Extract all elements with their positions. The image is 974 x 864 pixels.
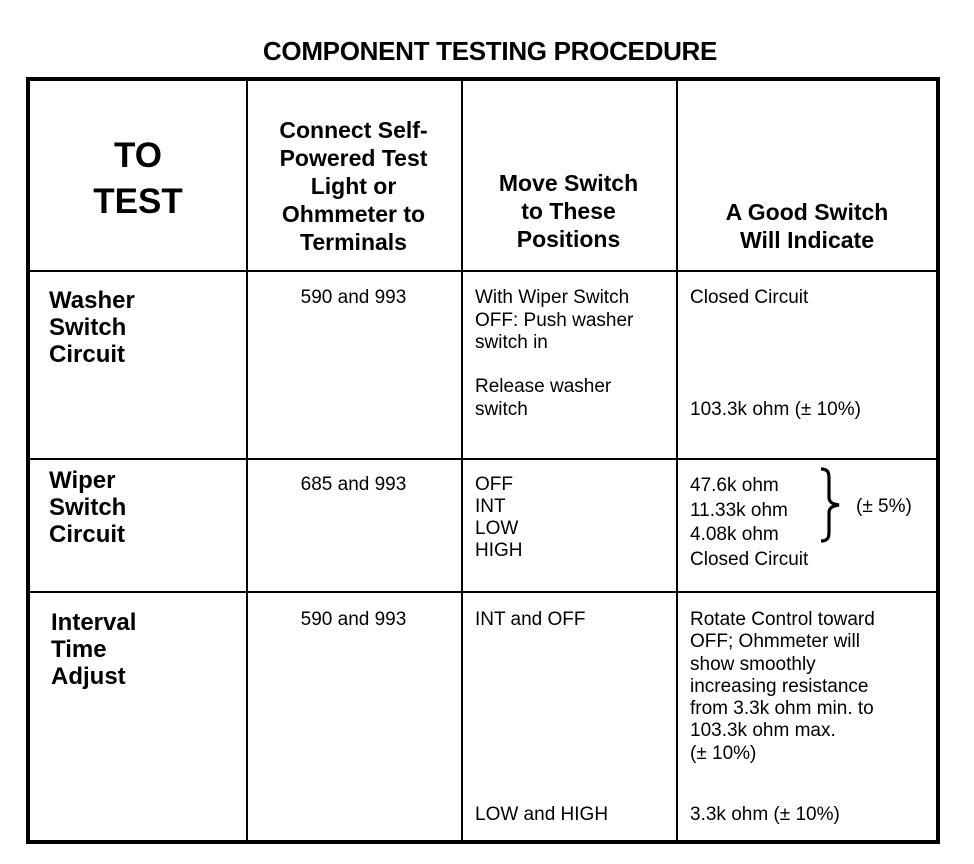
header-line: TO <box>114 136 162 175</box>
header-line: to These <box>521 198 616 224</box>
cell-line: switch in <box>475 332 548 353</box>
curly-brace-icon <box>818 467 842 543</box>
washer-positions-push <box>475 287 633 355</box>
header-line: Positions <box>516 226 621 252</box>
page-title: COMPONENT TESTING PROCEDURE <box>262 36 718 66</box>
header-line: A Good Switch <box>725 199 889 225</box>
wiper-indicate <box>690 474 808 572</box>
label-line: Time <box>51 636 107 663</box>
interval-indicate <box>690 609 875 765</box>
header-line: Terminals <box>300 229 407 255</box>
cell-line: increasing resistance <box>690 675 869 697</box>
cell-line: switch <box>475 398 528 420</box>
header-line: Connect Self- <box>279 117 428 143</box>
interval-positions-int-off: INT and OFF <box>475 609 586 630</box>
interval-indicate-low-high: 3.3k ohm (± 10%) <box>690 804 840 825</box>
label-line: Circuit <box>49 521 126 548</box>
label-line: Wiper <box>49 467 116 494</box>
cell-line: show smoothly <box>690 653 816 675</box>
cell-line: 47.6k ohm <box>690 475 779 496</box>
label-line: Switch <box>49 494 127 521</box>
label-line: Adjust <box>51 663 126 690</box>
component-testing-table <box>26 77 940 844</box>
washer-terminals: 590 and 993 <box>300 287 407 308</box>
row-divider <box>30 270 936 272</box>
cell-line: 11.33k ohm <box>690 499 788 521</box>
header-line: Ohmmeter to <box>281 201 426 227</box>
cell-line: HIGH <box>475 540 523 561</box>
label-line: Switch <box>49 314 127 341</box>
header-line: TEST <box>93 182 183 221</box>
header-move-switch <box>461 169 676 253</box>
cell-line: INT <box>475 496 506 517</box>
row-label-washer <box>49 287 135 368</box>
cell-line: With Wiper Switch <box>475 287 630 308</box>
washer-indicate-ohm: 103.3k ohm (± 10%) <box>690 399 861 420</box>
wiper-tolerance: (± 5%) <box>856 496 912 517</box>
wiper-positions <box>475 474 523 562</box>
cell-line: 103.3k ohm max. <box>690 720 836 742</box>
label-line: Washer <box>49 287 135 314</box>
cell-line: LOW <box>475 518 519 539</box>
row-label-interval <box>51 609 136 690</box>
wiper-terminals: 685 and 993 <box>300 474 407 495</box>
header-line: Powered Test <box>279 145 428 171</box>
cell-line: from 3.3k ohm min. to <box>690 698 874 720</box>
header-line: Move Switch <box>498 170 639 196</box>
cell-line: (± 10%) <box>690 742 757 764</box>
cell-line: Rotate Control toward <box>690 609 875 630</box>
cell-line: Closed Circuit <box>690 548 809 570</box>
cell-line: OFF; Ohmmeter will <box>690 631 860 653</box>
header-good-switch <box>676 198 938 254</box>
interval-positions-low-high: LOW and HIGH <box>475 804 609 825</box>
header-line: Will Indicate <box>740 227 874 253</box>
header-to-test <box>30 133 246 225</box>
cell-line: 4.08k ohm <box>690 524 779 545</box>
washer-positions-release <box>475 376 611 421</box>
washer-indicate-closed: Closed Circuit <box>690 287 809 308</box>
label-line: Circuit <box>49 341 126 368</box>
cell-line: Release washer <box>475 376 612 397</box>
cell-line: OFF <box>475 474 513 495</box>
row-label-wiper <box>49 467 126 548</box>
cell-line: OFF: Push washer <box>475 309 634 331</box>
header-line: Light or <box>310 173 397 199</box>
row-divider <box>30 591 936 593</box>
interval-terminals: 590 and 993 <box>300 609 407 630</box>
row-divider <box>30 458 936 460</box>
column-divider <box>676 81 678 840</box>
header-connect <box>246 116 461 256</box>
label-line: Interval <box>51 609 137 636</box>
